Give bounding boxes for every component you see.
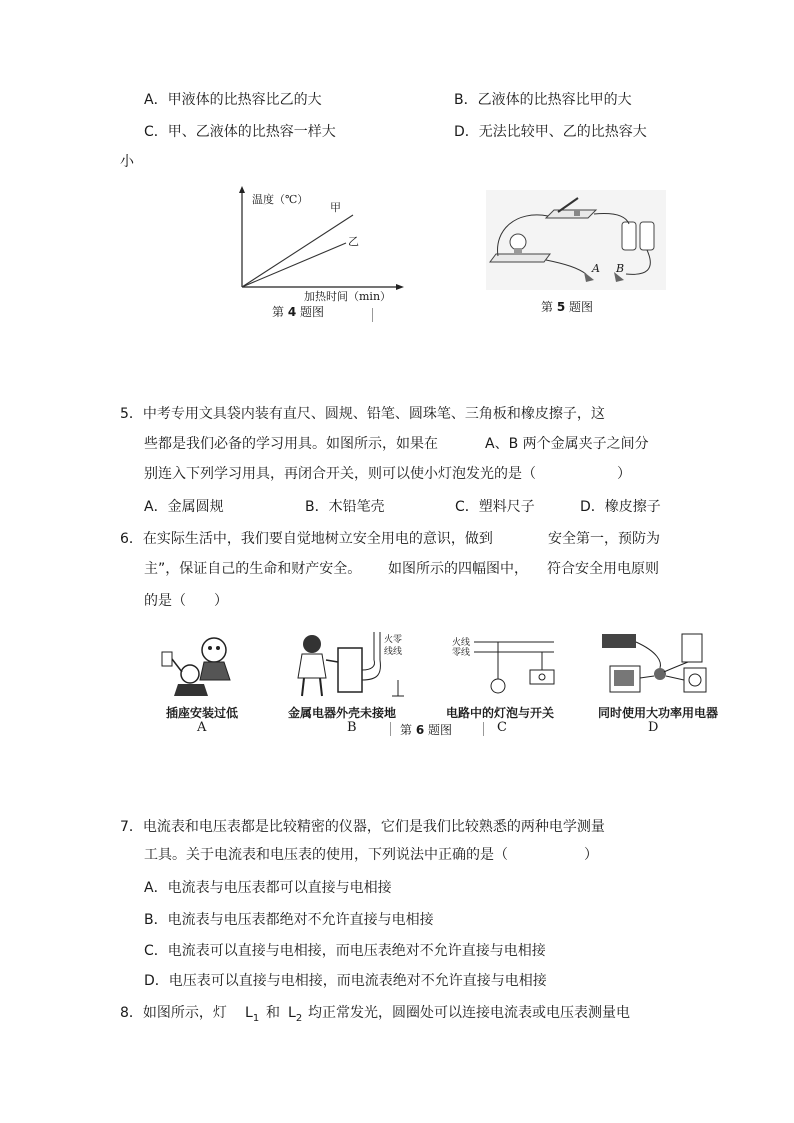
fig4-line-jia-label: 甲 [330,201,341,214]
fig5-caption-num: 5 [556,300,566,314]
line-yi [242,243,346,287]
q5-line-3-close: ） [617,466,631,482]
figure-6c-lamp-switch [450,634,560,700]
figure-6b-ungrounded-appliance [292,630,410,700]
q5-line-3: 别连入下列学习用具，再闭合开关，则可以使小灯泡发光的是（ [144,466,536,482]
q8-and: 和 [266,1005,280,1021]
fig6-caption-suffix: 题图 [428,723,453,737]
fig6b-wire-label-2: 线线 [384,647,403,657]
q5-option-b: B．木铅笔壳 [305,499,385,515]
figure-4-caption [272,303,324,320]
fig6-caption-c: 电路中的灯泡与开关 [446,706,555,720]
fig4-caption-suffix: 题图 [300,305,325,319]
q3-option-a: A．甲液体的比热容比乙的大 [144,92,322,108]
q3-option-b: B．乙液体的比热容比甲的大 [454,92,632,108]
fig6-caption-prefix: 第 [400,723,413,737]
q6-line-3: 的是（ ） [144,593,228,609]
fig4-ylabel: 温度（℃） [252,193,309,206]
q5-option-a: A．金属圆规 [144,499,224,515]
q8-lamp-2-letter: L [288,1005,296,1021]
q3-option-c: C．甲、乙液体的比热容一样大 [144,124,336,140]
fig6c-fire-label: 火线 [452,638,471,648]
figure-5-caption [541,298,593,315]
q7-option-d: D．电压表可以直接与电相接，而电流表绝对不允许直接与电相接 [144,973,547,989]
figure-6a-low-socket [160,632,250,698]
figure-4-graph [228,185,408,303]
q8-lamp-2-sub: 2 [295,1012,303,1024]
scan-mark [390,722,391,736]
fig4-caption-prefix: 第 [272,305,285,319]
fig5-clip-b-label: B [616,262,625,275]
q6-line-2a: 主”，保证自己的生命和财产安全。 [144,561,362,577]
q8-lamp-2 [288,1004,302,1028]
q5-option-d: D．橡皮擦子 [580,499,661,515]
q5-option-c: C．塑料尺子 [455,499,535,515]
fig6-letter-c: C [497,720,507,735]
fig6-caption-a: 插座安装过低 [166,706,239,720]
fig6-caption-num: 6 [415,723,425,737]
fig5-caption-suffix: 题图 [569,300,594,314]
q5-line-1: 5．中考专用文具袋内装有直尺、圆规、铅笔、圆珠笔、三角板和橡皮擦子，这 [120,406,605,422]
fig6-caption-d: 同时使用大功率用电器 [598,706,719,720]
fig6-letter-d: D [648,720,659,735]
q8-line-1b: 均正常发光，圆圈处可以连接电流表或电压表测量电 [308,1005,630,1021]
q5-line-2b: A、B 两个金属夹子之间分 [485,436,649,452]
q6-line-1b: 安全第一，预防为 [548,531,660,547]
q8-lamp-1 [245,1004,259,1028]
q8-lamp-1-sub: 1 [252,1012,260,1024]
q8-line-1a: 8．如图所示，灯 [120,1005,227,1021]
scan-mark [483,722,484,736]
q6-line-1a: 6．在实际生活中，我们要自觉地树立安全用电的意识，做到 [120,531,493,547]
fig5-caption-prefix: 第 [541,300,554,314]
q7-line-2-close: ） [584,847,598,863]
line-jia [242,215,353,287]
scan-mark [372,308,373,322]
q3-option-d: D．无法比较甲、乙的比热容大 [454,124,647,140]
q7-line-1: 7．电流表和电压表都是比较精密的仪器，它们是我们比较熟悉的两种电学测量 [120,819,605,835]
q7-line-2: 工具。关于电流表和电压表的使用，下列说法中正确的是（ [144,847,508,863]
q5-line-2a: 些都是我们必备的学习用具。如图所示，如果在 [144,436,438,452]
figure-5-circuit [486,190,666,290]
q8-lamp-1-letter: L [245,1005,253,1021]
q6-line-2c: 符合安全用电原则 [547,561,659,577]
fig6-caption-b: 金属电器外壳未接地 [288,706,397,720]
fig5-clip-a-label: A [592,262,600,275]
fig4-line-yi-label: 乙 [348,235,359,248]
fig4-caption-num: 4 [287,305,297,319]
q7-option-b: B．电流表与电压表都绝对不允许直接与电相接 [144,912,434,928]
q6-line-2b: 如图所示的四幅图中， [388,561,528,577]
fig6b-wire-label-1: 火零 [384,635,403,645]
figure-6d-high-power-appliances [598,632,728,700]
fig6c-neutral-label: 零线 [452,648,471,658]
q7-option-c: C．电流表可以直接与电相接，而电压表绝对不允许直接与电相接 [144,943,546,959]
q7-option-a: A．电流表与电压表都可以直接与电相接 [144,880,392,896]
figure-6-caption [400,721,452,738]
fig6-letter-a: A [197,720,207,735]
fig6-letter-b: B [347,720,357,735]
q3-option-d-wrap: 小 [120,154,134,170]
fig4-xlabel: 加热时间（min） [304,290,392,303]
